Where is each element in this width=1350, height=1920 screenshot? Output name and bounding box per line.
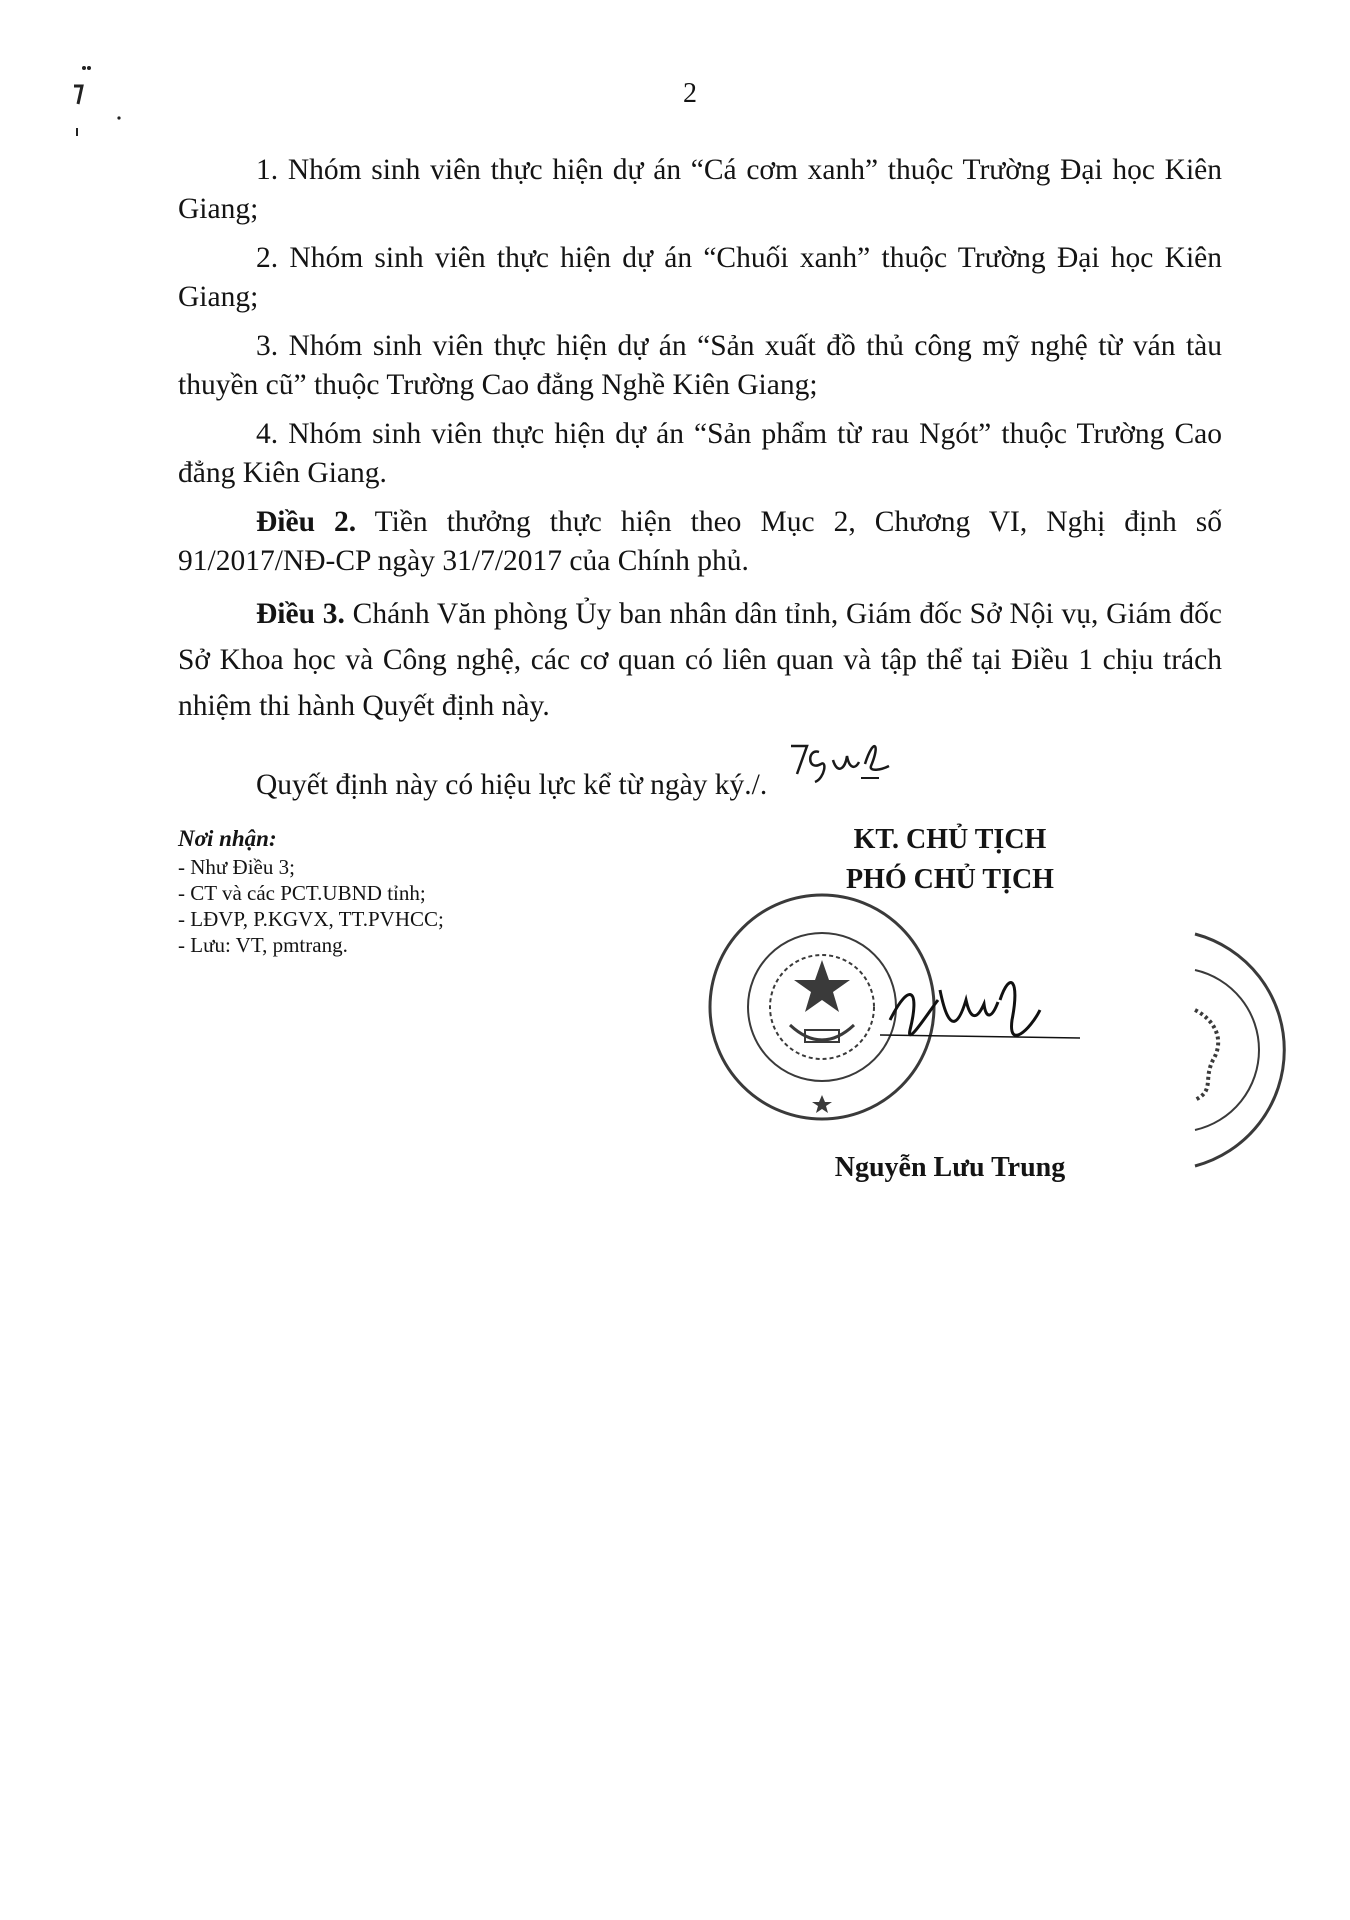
article-2-text: Tiền thưởng thực hiện theo Mục 2, Chương VI, Nghị định số 91/2017/NĐ-CP ngày 31/7/2017 của Chính phủ.: [178, 506, 1222, 577]
signer-title-line2: PHÓ CHỦ TỊCH: [846, 864, 1054, 895]
article-2-label: Điều 2.: [256, 506, 357, 538]
article-3-text: Chánh Văn phòng Ủy ban nhân dân tỉnh, Giám đốc Sở Nội vụ, Giám đốc Sở Khoa học và Công nghệ, các cơ quan có liên quan và tập thể tại Điều 1 chịu trách nhiệm thi hành Quyết định này.: [178, 598, 1222, 722]
signer-name: Nguyễn Lưu Trung: [834, 1152, 1066, 1183]
partial-seal: [1185, 930, 1295, 1170]
recipients-title: Nơi nhận:: [178, 826, 277, 851]
effective-clause: Quyết định này có hiệu lực kể từ ngày ký./.: [256, 769, 768, 801]
item-4: 4. Nhóm sinh viên thực hiện dự án “Sản phẩm từ rau Ngót” thuộc Trường Cao đẳng Kiên Giang.: [178, 418, 1222, 489]
item-1: 1. Nhóm sinh viên thực hiện dự án “Cá cơm xanh” thuộc Trường Đại học Kiên Giang;: [178, 154, 1222, 225]
initials-mark: [785, 734, 895, 784]
article-3: [178, 591, 1222, 729]
recipient-line: - Như Điều 3;: [178, 855, 295, 879]
signer-title-line1: KT. CHỦ TỊCH: [853, 824, 1047, 855]
signer-title: [760, 820, 1140, 900]
article-2: [178, 503, 1222, 581]
item-2: 2. Nhóm sinh viên thực hiện dự án “Chuối xanh” thuộc Trường Đại học Kiên Giang;: [178, 242, 1222, 313]
item-3: 3. Nhóm sinh viên thực hiện dự án “Sản xuất đồ thủ công mỹ nghệ từ ván tàu thuyền cũ” thuộc Trường Cao đẳng Nghề Kiên Giang;: [178, 330, 1222, 401]
article-3-label: Điều 3.: [256, 598, 345, 630]
recipient-line: - Lưu: VT, pmtrang.: [178, 933, 348, 957]
handwritten-signature: [880, 960, 1080, 1060]
recipients-block: [178, 826, 444, 958]
recipient-line: - CT và các PCT.UBND tỉnh;: [178, 881, 426, 905]
page-number: 2: [683, 78, 697, 109]
recipient-line: - LĐVP, P.KGVX, TT.PVHCC;: [178, 907, 444, 931]
